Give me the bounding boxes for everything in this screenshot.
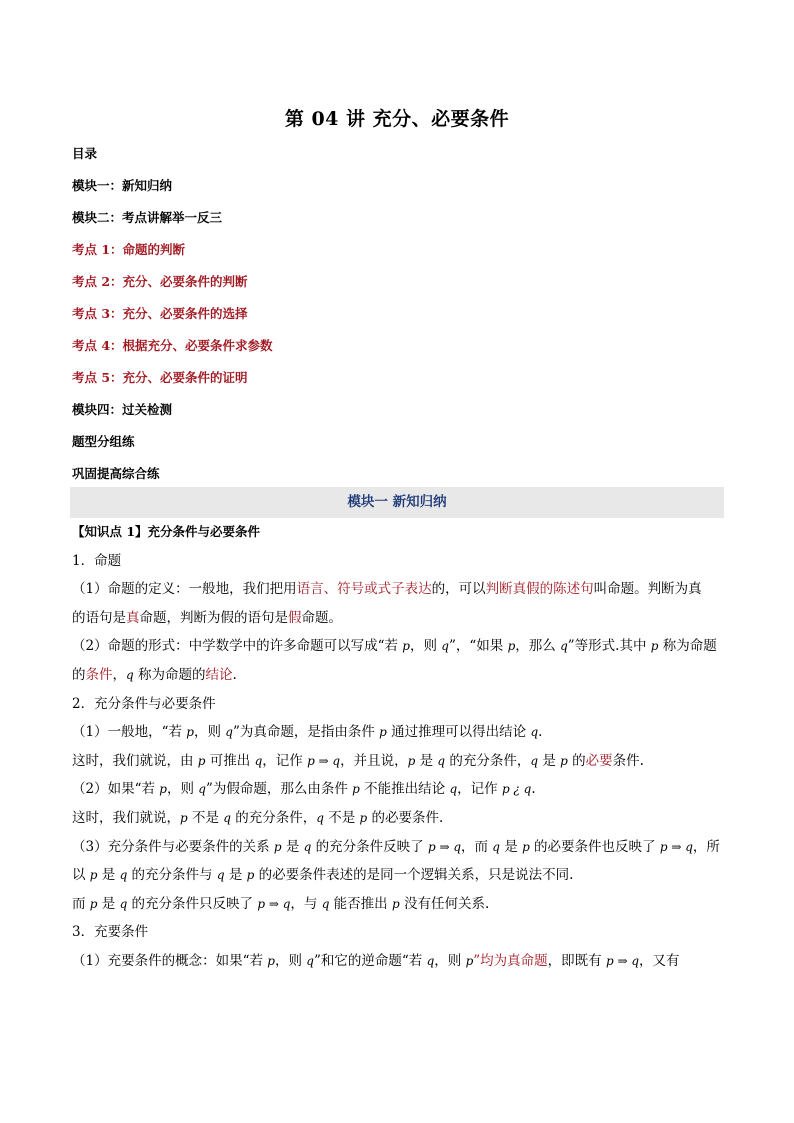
- toc-item-group-practice[interactable]: 题型分组练: [72, 434, 135, 449]
- math-non-implication: p ¿ q: [501, 782, 532, 797]
- paragraph-proposition-form: [72, 636, 724, 665]
- math-var: p: [465, 953, 474, 968]
- paragraph-false-proposition: [72, 779, 724, 808]
- text: ，又有: [639, 952, 680, 969]
- text: （2）如果“若: [72, 781, 160, 798]
- text: 是: [281, 838, 304, 855]
- highlight-text: 均为真命题: [480, 952, 548, 969]
- text: （1）一般地，“若: [72, 724, 187, 741]
- text: ”为假命题，那么由条件: [205, 781, 353, 798]
- paragraph-relationship: [72, 837, 724, 866]
- paragraph-relationship-cont: [72, 865, 724, 894]
- text: ，记作: [262, 752, 308, 769]
- math-var: p: [359, 810, 368, 825]
- highlight-text: 假: [288, 609, 302, 626]
- highlight-text: 必要: [585, 752, 613, 769]
- math-var: q: [449, 782, 458, 797]
- text: 不是: [323, 809, 360, 826]
- math-var: q: [441, 639, 449, 654]
- document-body: [72, 522, 724, 980]
- highlight-text: ”: [473, 952, 481, 969]
- math-implication: p ⇒ q: [427, 839, 461, 854]
- math-implication: p ⇒ q: [659, 839, 693, 854]
- math-var: p: [560, 753, 568, 768]
- math-implication: p ⇒ q: [257, 896, 291, 911]
- text: ”，“如果: [448, 638, 508, 655]
- text: 条件.: [612, 752, 644, 769]
- text: 称为命题的: [133, 666, 206, 683]
- text: .: [531, 781, 536, 798]
- toc-heading: 目录: [72, 146, 98, 161]
- text: 叫命题。判断为真: [593, 581, 702, 598]
- math-var: p: [650, 639, 659, 654]
- text: 是: [97, 867, 120, 884]
- paragraph-true-proposition: [72, 722, 724, 751]
- highlight-text: 结论: [205, 666, 233, 683]
- math-var: q: [492, 839, 500, 854]
- highlight-text: 真: [126, 609, 140, 626]
- text: （1）命题的定义：一般地，我们把用: [72, 581, 297, 598]
- math-var: p: [180, 810, 188, 825]
- math-var: q: [119, 896, 128, 911]
- text: ”等形式.其中: [567, 638, 651, 655]
- math-var: q: [216, 868, 225, 883]
- math-var: q: [303, 839, 312, 854]
- text: 的: [567, 752, 586, 769]
- math-var: p: [507, 639, 516, 654]
- text: 的，可以: [431, 581, 486, 598]
- text: 是: [499, 838, 523, 855]
- text: 的必要条件表述的是同一个逻辑关系，只是说法不同.: [254, 867, 574, 884]
- text: 是: [224, 867, 247, 884]
- text: 而: [72, 895, 90, 912]
- math-var: p: [522, 839, 530, 854]
- paragraph-proposition-form-cont: [72, 665, 724, 694]
- text: .: [538, 724, 543, 741]
- page-title: 第 04 讲 充分、必要条件: [284, 108, 510, 130]
- text: ，则: [193, 724, 226, 741]
- text: （2）命题的形式：中学数学中的许多命题可以写成“若: [72, 638, 403, 655]
- text: 的充分条件，: [230, 809, 317, 826]
- text: ，则: [409, 638, 442, 655]
- math-var: p: [402, 639, 410, 654]
- toc-item-point-4[interactable]: 考点 4：根据充分、必要条件求参数: [72, 338, 273, 353]
- text: ，而: [461, 838, 493, 855]
- math-var: q: [306, 953, 314, 968]
- math-var: q: [426, 953, 435, 968]
- text: 命题，判断为假的语句是: [139, 609, 288, 626]
- text: ，则: [274, 952, 307, 969]
- module-banner: 模块一 新知归纳: [70, 487, 724, 518]
- math-var: p: [89, 896, 98, 911]
- toc-item-point-3[interactable]: 考点 3：充分、必要条件的选择: [72, 306, 248, 321]
- text: 这时，我们就说，由: [72, 752, 198, 769]
- text: 的必要条件.: [367, 809, 444, 826]
- knowledge-point-heading: 【知识点 1】充分条件与必要条件: [72, 524, 261, 539]
- paragraph-relationship-cont2: [72, 894, 724, 923]
- math-var: p: [186, 725, 194, 740]
- text: ，即既有: [547, 952, 606, 969]
- text: 的语句是: [72, 609, 126, 626]
- math-var: p: [159, 782, 167, 797]
- highlight-text: 判断真假的陈述句: [485, 581, 594, 598]
- math-var: q: [437, 753, 446, 768]
- text: 不是: [187, 809, 224, 826]
- toc-item-point-2[interactable]: 考点 2：充分、必要条件的判断: [72, 274, 248, 289]
- text: 命题。: [301, 609, 342, 626]
- highlight-text: 语言、符号或式子表达: [296, 581, 432, 598]
- text: 通过推理可以得出结论: [386, 724, 531, 741]
- text: .: [232, 666, 237, 683]
- toc-item-point-5[interactable]: 考点 5：充分、必要条件的证明: [72, 370, 248, 385]
- text: 是: [97, 895, 120, 912]
- math-var: q: [316, 810, 324, 825]
- text: ，则: [434, 952, 466, 969]
- section-heading-proposition: 1．命题: [72, 552, 122, 569]
- text: 可推出: [205, 752, 255, 769]
- paragraph-iff-definition: [72, 951, 724, 980]
- toc-item-module-1[interactable]: 模块一：新知归纳: [72, 178, 173, 193]
- text: 称为命题: [658, 638, 717, 655]
- math-var: p: [407, 753, 416, 768]
- paragraph-not-sufficient: [72, 808, 724, 837]
- paragraph-proposition-definition-cont: [72, 608, 724, 637]
- math-var: p: [267, 953, 275, 968]
- text: 没有任何关系.: [399, 895, 490, 912]
- math-var: p: [246, 868, 255, 883]
- text: ，那么: [515, 638, 561, 655]
- text: 不能推出结论: [359, 781, 450, 798]
- text: 的充分条件与: [127, 867, 217, 884]
- math-implication: p ⇒ q: [307, 753, 341, 768]
- text: ，则: [166, 781, 199, 798]
- math-var: p: [197, 753, 206, 768]
- math-var: q: [198, 782, 206, 797]
- math-var: q: [560, 639, 568, 654]
- table-of-contents: [72, 144, 722, 496]
- math-var: q: [225, 725, 233, 740]
- paragraph-proposition-definition: [72, 579, 724, 608]
- text: 是: [538, 752, 561, 769]
- text: 的充分条件只反映了: [127, 895, 258, 912]
- math-var: p: [379, 725, 387, 740]
- text: ，并且说，: [340, 752, 408, 769]
- math-var: q: [530, 725, 539, 740]
- text: ，记作: [457, 781, 502, 798]
- text: 的充分条件，: [445, 752, 531, 769]
- text: 能否推出: [329, 895, 392, 912]
- text: ，所: [692, 838, 720, 855]
- toc-item-comprehensive-practice[interactable]: 巩固提高综合练: [72, 466, 160, 481]
- math-var: q: [119, 868, 128, 883]
- math-var: q: [254, 753, 263, 768]
- text: 的必要条件也反映了: [529, 838, 660, 855]
- text: 的: [72, 666, 86, 683]
- math-var: p: [352, 782, 360, 797]
- math-var: p: [391, 896, 400, 911]
- text: ，与: [290, 895, 322, 912]
- text: （3）充分条件与必要条件的关系: [72, 838, 274, 855]
- math-var: q: [126, 667, 134, 682]
- text: ，: [112, 666, 126, 683]
- math-var: q: [321, 896, 330, 911]
- text: ”和它的逆命题“若: [313, 952, 427, 969]
- math-var: q: [223, 810, 231, 825]
- text: ”为真命题，是指由条件: [232, 724, 380, 741]
- math-var: p: [273, 839, 282, 854]
- text: 是: [415, 752, 438, 769]
- highlight-text: 条件: [85, 666, 113, 683]
- math-implication: p ⇒ q: [605, 953, 639, 968]
- section-heading-conditions: 2．充分条件与必要条件: [72, 695, 216, 712]
- toc-item-point-1[interactable]: 考点 1：命题的判断: [72, 242, 186, 257]
- section-heading-iff: 3．充要条件: [72, 924, 149, 941]
- paragraph-sufficient-necessary: [72, 751, 724, 780]
- text: （1）充要条件的概念：如果“若: [72, 952, 268, 969]
- math-var: q: [530, 753, 539, 768]
- text: 这时，我们就说，: [72, 809, 180, 826]
- toc-item-module-2[interactable]: 模块二：考点讲解举一反三: [72, 210, 223, 225]
- text: 的充分条件反映了: [311, 838, 428, 855]
- math-var: p: [89, 868, 98, 883]
- text: 以: [72, 867, 90, 884]
- toc-item-module-4[interactable]: 模块四：过关检测: [72, 402, 173, 417]
